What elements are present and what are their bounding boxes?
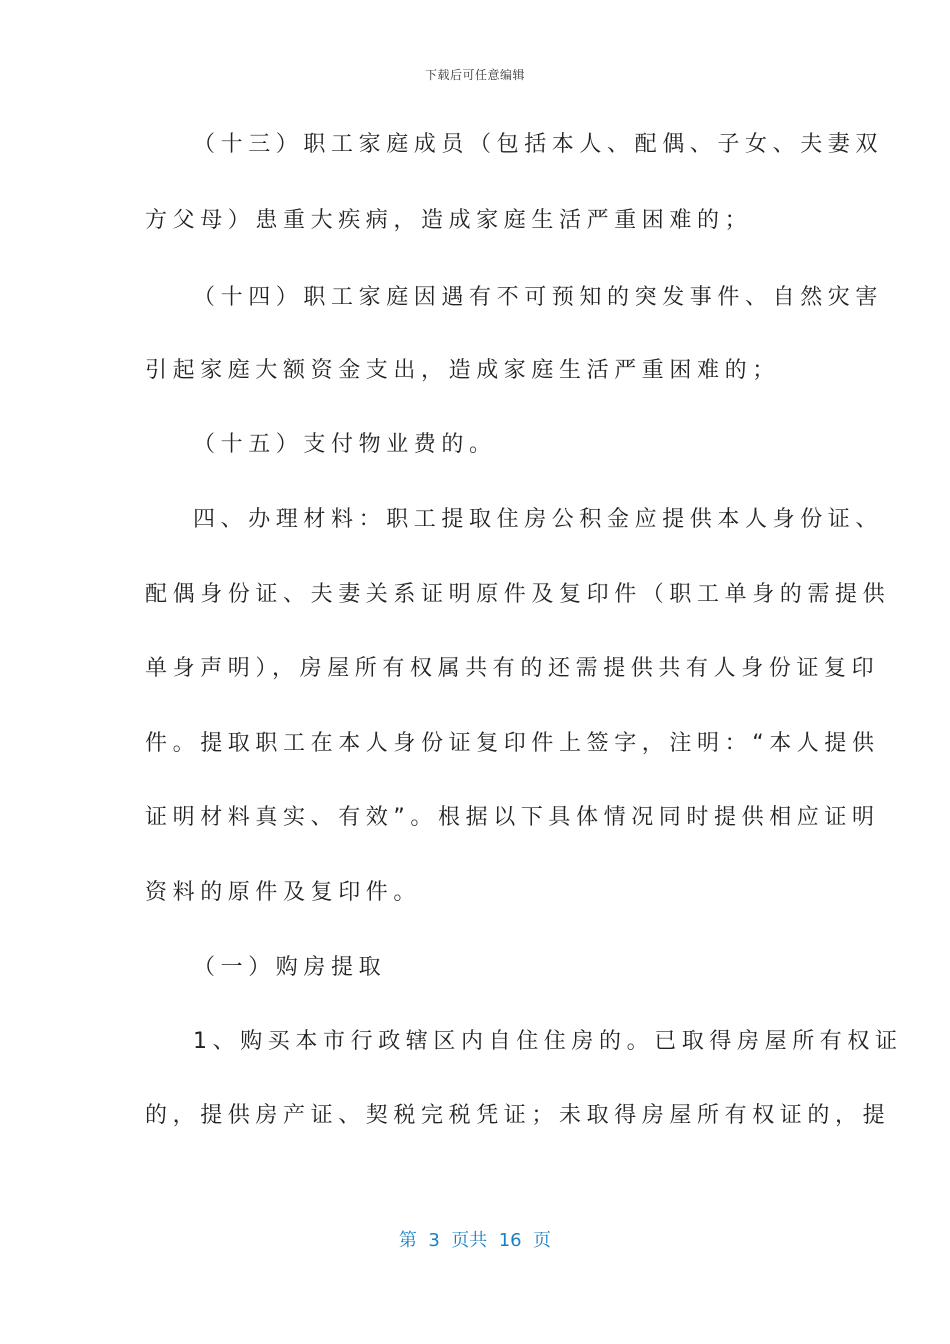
paragraph-line: （十四）职工家庭因遇有不可预知的突发事件、自然灾害 [193, 285, 884, 310]
paragraph-line: 资料的原件及复印件。 [145, 880, 422, 905]
paragraph-line: 方父母）患重大疾病，造成家庭生活严重困难的； [145, 208, 753, 233]
section-heading: （一）购房提取 [193, 955, 387, 980]
paragraph-line: 配偶身份证、夫妻关系证明原件及复印件（职工单身的需提供 [145, 582, 891, 607]
paragraph-line: 单身声明），房屋所有权属共有的还需提供共有人身份证复印 [145, 656, 880, 681]
paragraph-line: 件。提取职工在本人身份证复印件上签字，注明：“本人提供 [145, 731, 880, 756]
paragraph-line: （十五）支付物业费的。 [193, 432, 497, 457]
paragraph-line: 的，提供房产证、契税完税凭证；未取得房屋所有权证的，提 [145, 1103, 891, 1128]
page-number-footer: 第 3 页共 16 页 [398, 1230, 552, 1251]
paragraph-line: 证明材料真实、有效”。根据以下具体情况同时提供相应证明 [145, 805, 880, 830]
paragraph-line: （十三）职工家庭成员（包括本人、配偶、子女、夫妻双 [193, 132, 884, 157]
paragraph-line: 四、办理材料：职工提取住房公积金应提供本人身份证、 [193, 507, 884, 532]
paragraph-line: 1、购买本市行政辖区内自住住房的。已取得房屋所有权证 [193, 1029, 903, 1054]
page-header: 下载后可任意编辑 [424, 68, 525, 82]
paragraph-line: 引起家庭大额资金支出，造成家庭生活严重困难的； [145, 358, 780, 383]
